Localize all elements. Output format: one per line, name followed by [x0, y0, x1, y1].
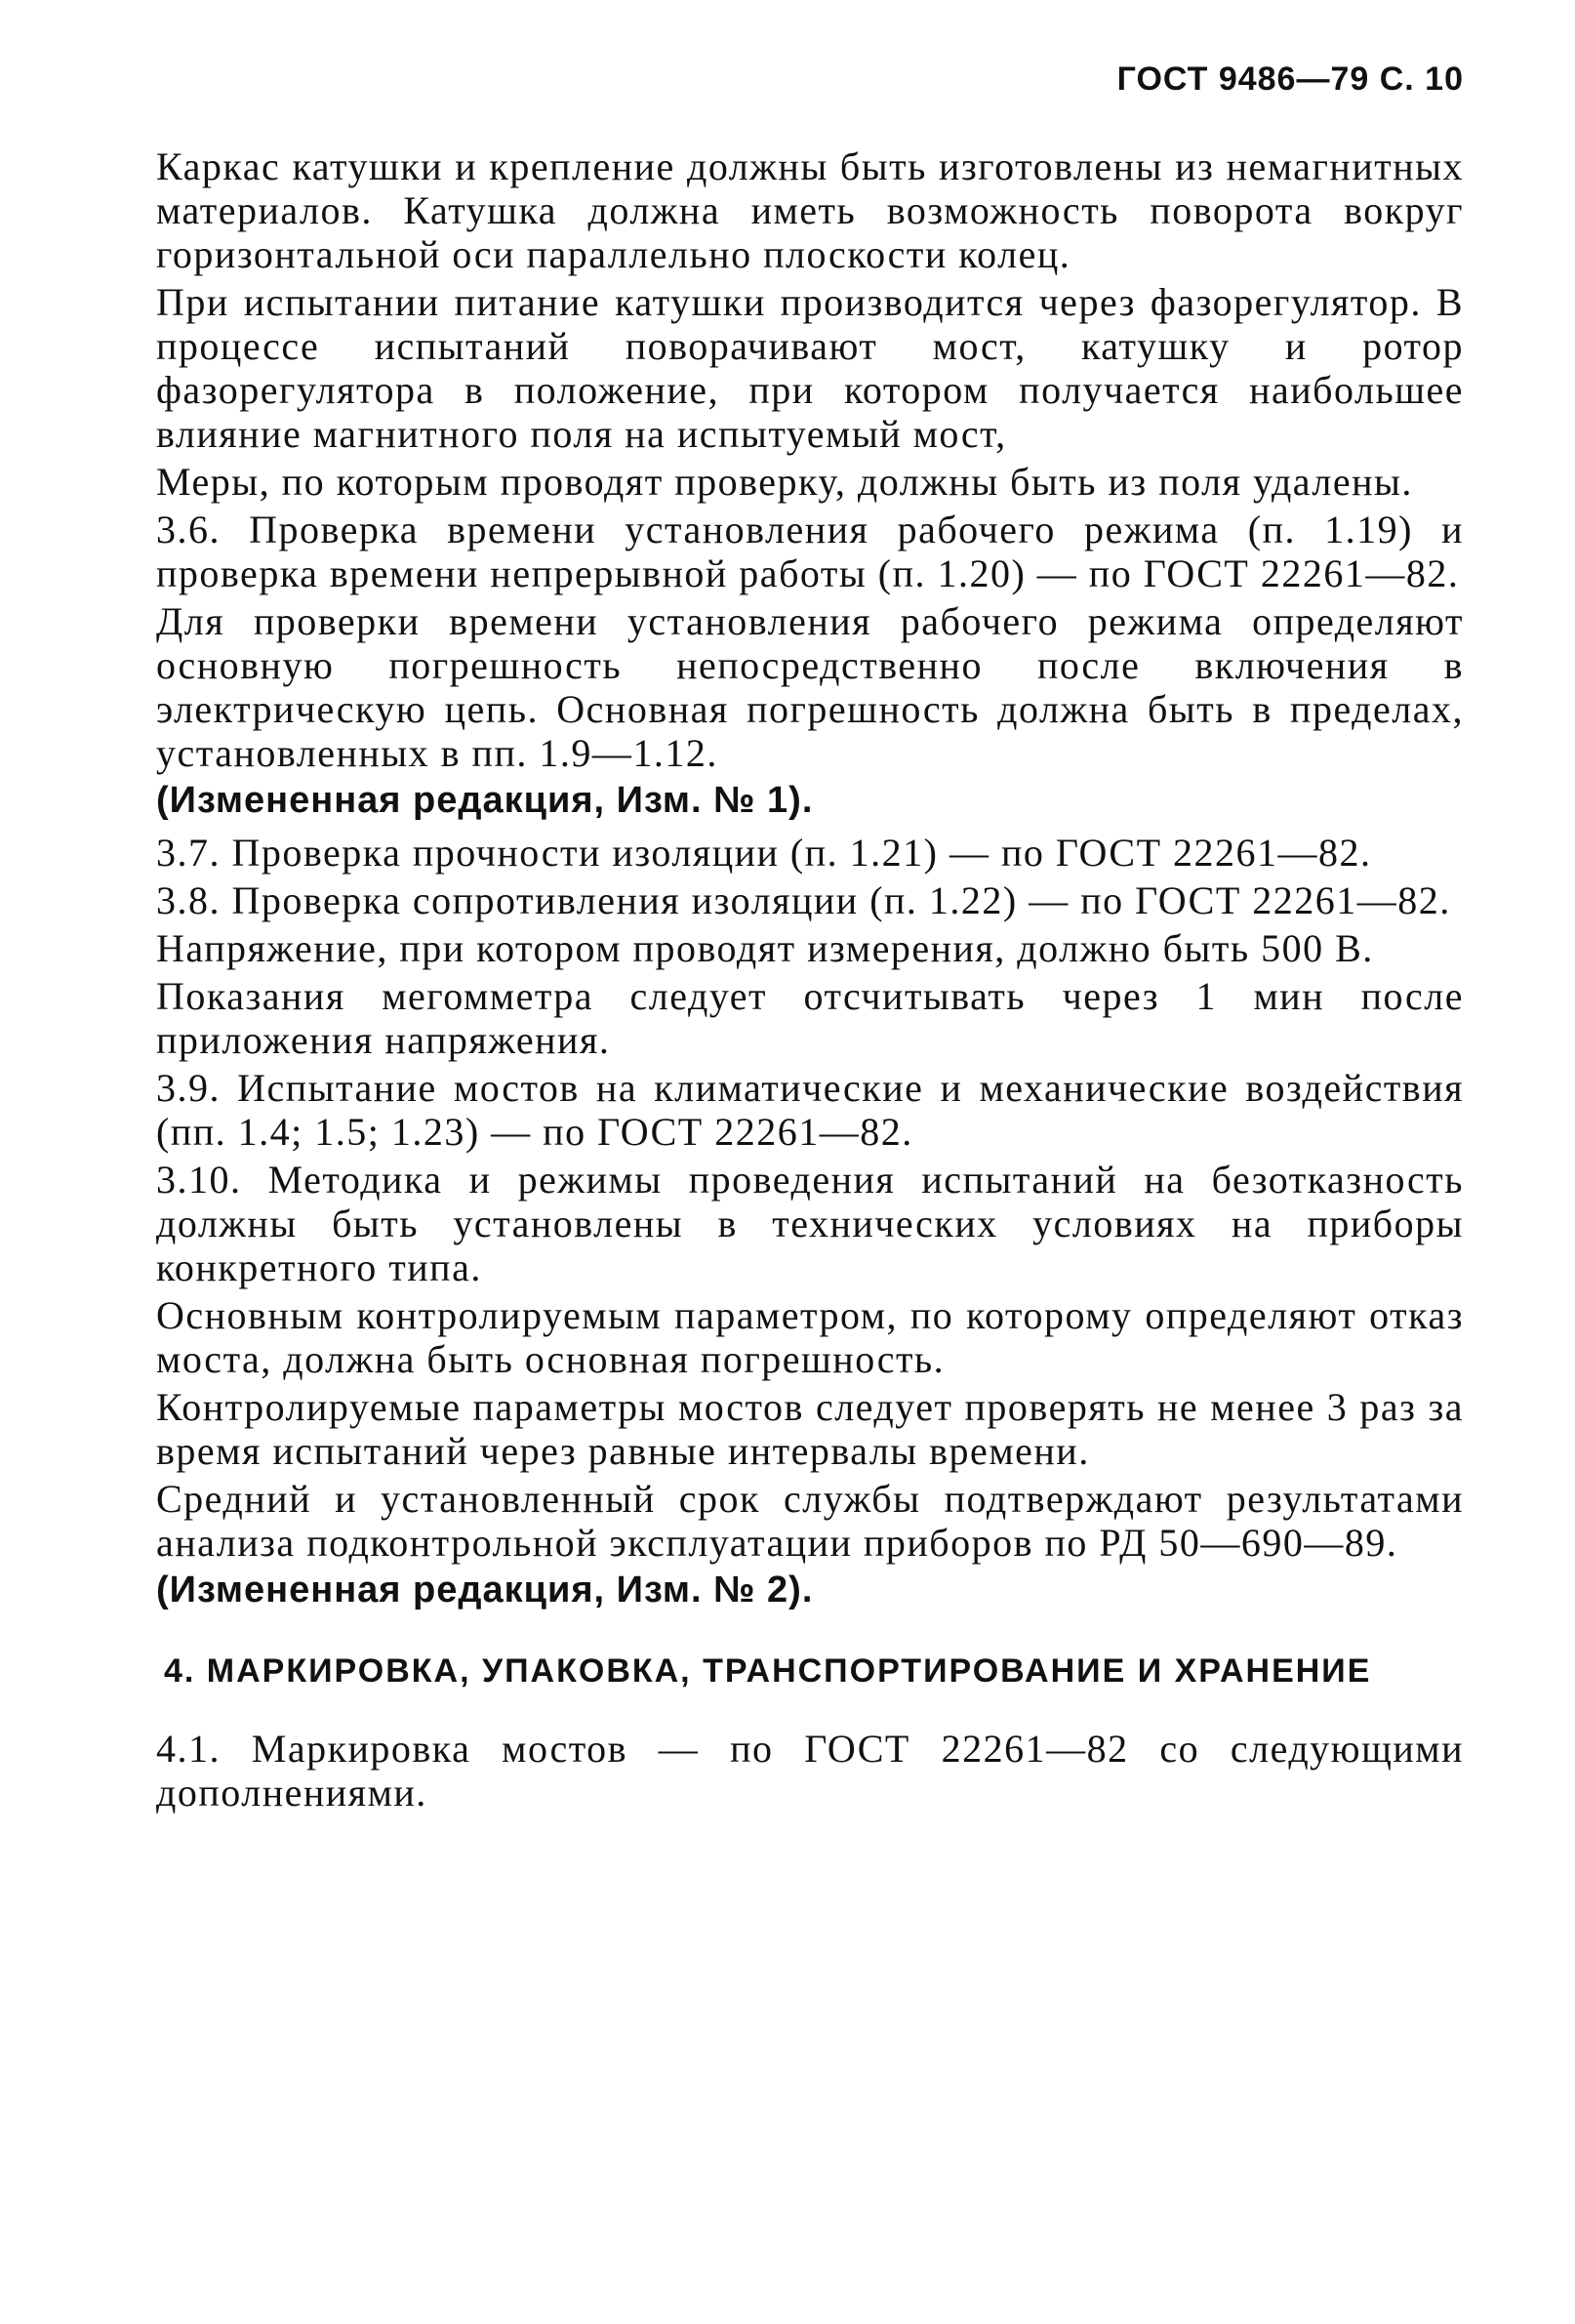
paragraph-coil-power: При испытании питание катушки производится через фазорегулятор. В процессе испытаний поворачивают мост, катушку и ротор фазорегулятора в положение, при котором получается наибольшее влияние магнитного поля на испытуемый мост,: [156, 280, 1464, 456]
paragraph-check-frequency: Контролируемые параметры мостов следует проверять не менее 3 раз за время испытаний через равные интервалы времени.: [156, 1385, 1464, 1473]
paragraph-measures: Меры, по которым проводят проверку, должны быть из поля удалены.: [156, 460, 1413, 504]
paragraph-3-6: 3.6. Проверка времени установления рабочего режима (п. 1.19) и проверка времени непрерывной работы (п. 1.20) — по ГОСТ 22261—82.: [156, 508, 1464, 595]
paragraph-3-10: 3.10. Методика и режимы проведения испытаний на безотказность должны быть установлены в технических условиях на приборы конкретного типа.: [156, 1158, 1464, 1289]
paragraph-service-life: Средний и установленный срок службы подтверждают результатами анализа подконтрольной эксплуатации приборов по РД 50—690—89.: [156, 1477, 1464, 1565]
paragraph-4-1: 4.1. Маркировка мостов — по ГОСТ 22261—82 со следующими дополнениями.: [156, 1727, 1464, 1814]
document-body: [156, 144, 1464, 1818]
section-4-heading: 4. МАРКИРОВКА, УПАКОВКА, ТРАНСПОРТИРОВАНИЕ И ХРАНЕНИЕ: [164, 1652, 1372, 1690]
paragraph-3-9: 3.9. Испытание мостов на климатические и механические воздействия (пп. 1.4; 1.5; 1.23) — по ГОСТ 22261—82.: [156, 1066, 1464, 1154]
paragraph-3-8: 3.8. Проверка сопротивления изоляции (п. 1.22) — по ГОСТ 22261—82.: [156, 878, 1451, 922]
paragraph-voltage: Напряжение, при котором проводят измерения, должно быть 500 В.: [156, 926, 1374, 970]
page-header: ГОСТ 9486—79 С. 10: [1116, 61, 1464, 98]
amendment-note-2: (Измененная редакция, Изм. № 2).: [156, 1570, 814, 1610]
amendment-note-1: (Измененная редакция, Изм. № 1).: [156, 780, 814, 821]
paragraph-megohmmeter: Показания мегомметра следует отсчитывать через 1 мин после приложения напряжения.: [156, 974, 1464, 1062]
paragraph-warmup-check: Для проверки времени установления рабочего режима определяют основную погрешность непосредственно после включения в электрическую цепь. Основная погрешность должна быть в пределах, установленных в пп. 1.9—1.12.: [156, 599, 1464, 775]
paragraph-3-7: 3.7. Проверка прочности изоляции (п. 1.21) — по ГОСТ 22261—82.: [156, 831, 1372, 875]
paragraph-coil-frame: Каркас катушки и крепление должны быть изготовлены из немагнитных материалов. Катушка должна иметь возможность поворота вокруг горизонтальной оси параллельно плоскости колец.: [156, 144, 1464, 276]
paragraph-failure-parameter: Основным контролируемым параметром, по которому определяют отказ моста, должна быть основная погрешность.: [156, 1293, 1464, 1381]
